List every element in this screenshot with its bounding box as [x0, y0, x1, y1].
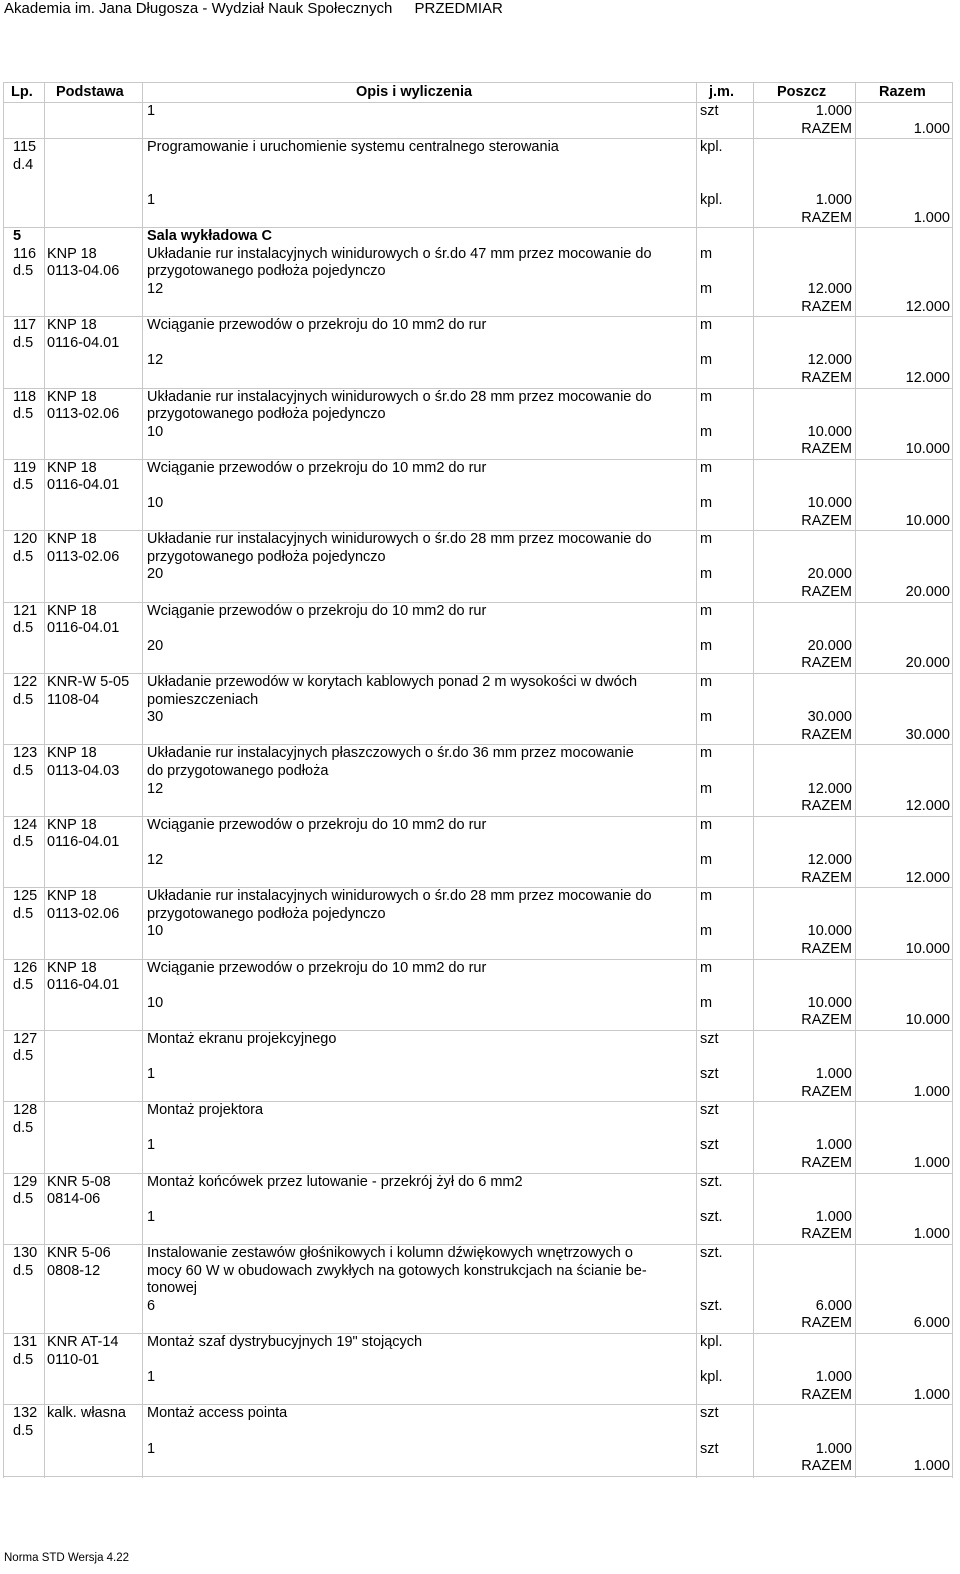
item-line: [3, 817, 953, 835]
item-unit: m: [700, 816, 713, 833]
qty-expression: 30: [147, 709, 164, 726]
item-line: [3, 246, 953, 264]
item-chapter: d.5: [13, 620, 34, 637]
qty-expression: 10: [147, 423, 164, 440]
item-line: [3, 1120, 953, 1138]
item-razem-row: [3, 1226, 953, 1245]
item-unit: m: [700, 459, 713, 476]
poszcz-value: 30.000: [807, 709, 852, 726]
item-qty-row: [3, 1369, 953, 1387]
qty-unit: kpl.: [700, 1369, 723, 1386]
item-number: 127: [13, 1030, 38, 1047]
qty-expression: 6: [147, 1297, 156, 1314]
item-razem-row: [3, 798, 953, 817]
qty-unit: m: [700, 280, 713, 297]
col-jm: j.m.: [709, 84, 734, 100]
item-number: 125: [13, 888, 38, 905]
item-line: [3, 745, 953, 763]
item-description: Układanie rur instalacyjnych płaszczowych o śr.do 36 mm przez mocowanie: [147, 745, 634, 762]
qty-unit: szt: [700, 1066, 719, 1083]
item-unit: m: [700, 888, 713, 905]
item-qty-row: [3, 923, 953, 941]
qty-unit: m: [700, 637, 713, 654]
item-basis-code: KNR AT-14: [47, 1333, 119, 1350]
item-number: 122: [13, 674, 38, 690]
item-unit: kpl.: [700, 1333, 723, 1350]
col-podstawa: Podstawa: [56, 84, 124, 100]
item-description: przygotowanego podłoża pojedynczo: [147, 548, 386, 565]
razem-value: 1.000: [913, 1226, 950, 1243]
item-number: 115: [13, 139, 37, 156]
item-description: Układanie rur instalacyjnych winidurowych o śr.do 28 mm przez mocowanie do: [147, 888, 652, 905]
carry-qty-row: [3, 103, 953, 121]
poszcz-value: 1.000: [815, 1137, 852, 1154]
item-unit: szt.: [700, 1245, 723, 1261]
item-description: Układanie przewodów w korytach kablowych ponad 2 m wysokości w dwóch: [147, 674, 638, 690]
item-unit: szt: [700, 1405, 719, 1422]
item-description: Wciąganie przewodów o przekroju do 10 mm2 do rur: [147, 317, 487, 334]
item-line: [3, 1334, 953, 1352]
item-razem-row: [3, 870, 953, 889]
item-razem-row: [3, 1387, 953, 1406]
item-line: [3, 549, 953, 567]
item-number: 118: [13, 388, 37, 405]
col-razem: Razem: [879, 84, 926, 100]
item-basis-code: KNP 18: [47, 388, 97, 405]
razem-value: 1.000: [913, 1083, 950, 1100]
qty-unit: szt: [700, 1440, 719, 1457]
item-unit: m: [700, 388, 713, 405]
item-line: [3, 977, 953, 995]
qty-unit: szt.: [700, 1208, 723, 1225]
razem-label: RAZEM: [801, 209, 852, 226]
qty-unit: m: [700, 994, 713, 1011]
item-qty-row: [3, 281, 953, 299]
item-line: [3, 1245, 953, 1263]
item-line: [3, 692, 953, 710]
item-chapter: d.5: [13, 691, 34, 708]
item-number: 119: [13, 459, 37, 476]
item-number: 121: [13, 602, 38, 619]
razem-label: RAZEM: [801, 1155, 852, 1172]
item-razem-row: [3, 210, 953, 229]
item-description: przygotowanego podłoża pojedynczo: [147, 905, 386, 922]
item-unit: szt: [700, 1030, 719, 1047]
item-number: 120: [13, 531, 38, 548]
item-chapter: d.5: [13, 477, 34, 494]
razem-label: RAZEM: [801, 798, 852, 815]
qty-unit: szt: [700, 1137, 719, 1154]
section-row: [3, 228, 953, 246]
item-basis-code: KNP 18: [47, 245, 97, 262]
item-line: [3, 139, 953, 157]
item-razem-row: [3, 513, 953, 532]
col-lp: Lp.: [11, 84, 33, 100]
item-unit: kpl.: [700, 139, 723, 156]
item-chapter: d.5: [13, 905, 34, 922]
poszcz-value: 12.000: [807, 280, 852, 297]
qty-expression: 12: [147, 352, 164, 369]
razem-value: 1.000: [913, 1155, 950, 1172]
poszcz-value: 1.000: [815, 1369, 852, 1386]
item-basis-code: KNP 18: [47, 959, 97, 976]
item-number: 116: [13, 245, 37, 262]
item-chapter: d.5: [13, 263, 34, 280]
item-qty-row: [3, 495, 953, 513]
item-description: Wciąganie przewodów o przekroju do 10 mm2 do rur: [147, 816, 487, 833]
qty-unit: m: [700, 495, 713, 512]
razem-value: 10.000: [905, 1012, 950, 1029]
item-line: [3, 1423, 953, 1441]
razem-value: 1.000: [913, 120, 950, 137]
item-basis-table: 1108-04: [47, 691, 100, 708]
item-description: Układanie rur instalacyjnych winidurowych o śr.do 28 mm przez mocowanie do: [147, 531, 652, 548]
item-basis-code: KNP 18: [47, 602, 97, 619]
col-poszcz: Poszcz: [777, 84, 827, 100]
poszcz-value: 10.000: [807, 994, 852, 1011]
razem-label: RAZEM: [801, 369, 852, 386]
item-number: 129: [13, 1173, 38, 1190]
item-unit: szt.: [700, 1173, 723, 1190]
razem-label: RAZEM: [801, 726, 852, 743]
item-description: Montaż projektora: [147, 1102, 264, 1119]
item-line: [3, 603, 953, 621]
item-description: mocy 60 W w obudowach zwykłych na gotowych konstrukcjach na ścianie be-: [147, 1262, 647, 1279]
razem-value: 20.000: [905, 655, 950, 672]
item-description: Układanie rur instalacyjnych winidurowych o śr.do 28 mm przez mocowanie do: [147, 388, 652, 405]
qty-expression: 1: [147, 1369, 156, 1386]
poszcz-value: 20.000: [807, 637, 852, 654]
item-chapter: d.5: [13, 1351, 34, 1368]
item-qty-row: [3, 424, 953, 442]
item-razem-row: [3, 655, 953, 674]
item-number: 131: [13, 1333, 38, 1350]
item-basis-code: KNR-W 5-05: [47, 674, 130, 690]
item-unit: m: [700, 674, 713, 690]
item-line: [3, 1280, 953, 1298]
qty-unit: szt.: [700, 1297, 723, 1314]
item-qty-row: [3, 638, 953, 656]
item-qty-row: [3, 709, 953, 727]
item-chapter: d.5: [13, 834, 34, 851]
item-chapter: d.5: [13, 334, 34, 351]
qty-expression: 10: [147, 923, 164, 940]
item-description: przygotowanego podłoża pojedynczo: [147, 263, 386, 280]
section-title: Sala wykładowa C: [147, 228, 272, 245]
razem-label: RAZEM: [801, 940, 852, 957]
item-razem-row: [3, 299, 953, 318]
item-basis-table: 0113-04.03: [47, 762, 120, 779]
qty-expression: 1: [147, 1440, 156, 1457]
item-line: [3, 317, 953, 335]
item-basis-code: KNP 18: [47, 531, 97, 548]
poszcz-value: 12.000: [807, 780, 852, 797]
item-line: [3, 263, 953, 281]
section-number: 5: [13, 228, 22, 245]
razem-label: RAZEM: [801, 1012, 852, 1029]
item-line: [3, 389, 953, 407]
qty-unit: m: [700, 709, 713, 726]
item-chapter: d.5: [13, 1048, 34, 1065]
item-qty-row: [3, 352, 953, 370]
item-line: [3, 763, 953, 781]
poszcz-value: 1.000: [815, 1066, 852, 1083]
item-unit: m: [700, 959, 713, 976]
item-chapter: d.5: [13, 1262, 34, 1279]
razem-value: 12.000: [905, 298, 950, 315]
poszcz-value: 10.000: [807, 495, 852, 512]
estimate-table: [3, 82, 953, 1477]
razem-label: RAZEM: [801, 584, 852, 601]
item-basis-table: 0814-06: [47, 1191, 101, 1208]
qty-unit: szt: [700, 103, 719, 119]
razem-value: 6.000: [913, 1315, 950, 1332]
razem-label: RAZEM: [801, 1083, 852, 1100]
item-unit: m: [700, 745, 713, 762]
razem-label: RAZEM: [801, 1226, 852, 1243]
item-basis-code: KNR 5-06: [47, 1245, 111, 1261]
header-school: Akademia im. Jana Długosza - Wydział Nauk Społecznych: [4, 0, 393, 17]
item-basis-table: 0113-02.06: [47, 548, 120, 565]
item-number: 130: [13, 1245, 38, 1261]
qty-expression: 1: [147, 1066, 156, 1083]
razem-value: 10.000: [905, 512, 950, 529]
item-qty-row: [3, 1137, 953, 1155]
item-razem-row: [3, 941, 953, 960]
item-description: Instalowanie zestawów głośnikowych i kolumn dźwiękowych wnętrzowych o: [147, 1245, 633, 1261]
item-description: Montaż access pointa: [147, 1405, 288, 1422]
qty-expression: 20: [147, 637, 164, 654]
item-unit: m: [700, 602, 713, 619]
item-basis-code: kalk. własna: [47, 1405, 126, 1422]
item-unit: szt: [700, 1102, 719, 1119]
razem-value: 1.000: [913, 209, 950, 226]
item-razem-row: [3, 584, 953, 603]
item-line: [3, 960, 953, 978]
item-line: [3, 1048, 953, 1066]
item-qty-row: [3, 995, 953, 1013]
razem-value: 12.000: [905, 369, 950, 386]
header-doc-title: PRZEDMIAR: [414, 0, 503, 17]
item-line: [3, 888, 953, 906]
item-basis-table: 0113-02.06: [47, 905, 120, 922]
item-basis-table: 0116-04.01: [47, 977, 120, 994]
col-opis: Opis i wyliczenia: [356, 84, 473, 100]
item-qty-row: [3, 1209, 953, 1227]
poszcz-value: 10.000: [807, 923, 852, 940]
qty-unit: m: [700, 566, 713, 583]
razem-label: RAZEM: [801, 120, 852, 137]
item-basis-table: 0110-01: [47, 1351, 100, 1368]
qty-expression: 10: [147, 994, 164, 1011]
item-razem-row: [3, 441, 953, 460]
item-line: [3, 1031, 953, 1049]
item-razem-row: [3, 1458, 953, 1477]
item-line: [3, 620, 953, 638]
razem-label: RAZEM: [801, 441, 852, 458]
item-number: 132: [13, 1405, 38, 1422]
item-basis-table: 0116-04.01: [47, 620, 120, 637]
item-qty-row: [3, 852, 953, 870]
qty-unit: m: [700, 923, 713, 940]
item-razem-row: [3, 1012, 953, 1031]
item-basis-table: 0113-04.06: [47, 263, 120, 280]
carry-razem-row: [3, 121, 953, 140]
item-description: przygotowanego podłoża pojedynczo: [147, 406, 386, 423]
poszcz-value: 12.000: [807, 851, 852, 868]
razem-label: RAZEM: [801, 869, 852, 886]
item-number: 126: [13, 959, 38, 976]
item-number: 124: [13, 816, 38, 833]
item-line: [3, 477, 953, 495]
item-description: tonowej: [147, 1280, 197, 1297]
page-header: [4, 0, 521, 18]
item-unit: m: [700, 531, 713, 548]
item-basis-code: KNR 5-08: [47, 1173, 111, 1190]
item-basis-table: 0808-12: [47, 1262, 101, 1279]
item-basis-table: 0116-04.01: [47, 334, 120, 351]
poszcz-value: 1.000: [815, 1208, 852, 1225]
item-list: [3, 139, 953, 1477]
poszcz-value: 1.000: [815, 103, 852, 119]
qty-expression: 1: [147, 191, 156, 208]
qty-expression: 1: [147, 103, 156, 119]
item-description: Układanie rur instalacyjnych winidurowych o śr.do 47 mm przez mocowanie do: [147, 245, 652, 262]
item-basis-table: 0113-02.06: [47, 406, 120, 423]
qty-expression: 12: [147, 280, 164, 297]
item-qty-row: [3, 1298, 953, 1316]
qty-unit: kpl.: [700, 191, 723, 208]
qty-unit: m: [700, 780, 713, 797]
item-basis-code: KNP 18: [47, 816, 97, 833]
qty-unit: m: [700, 352, 713, 369]
item-qty-row: [3, 566, 953, 584]
item-line: [3, 1263, 953, 1281]
item-unit: m: [700, 317, 713, 334]
item-qty-row: [3, 1066, 953, 1084]
item-description: Montaż ekranu projekcyjnego: [147, 1030, 337, 1047]
poszcz-value: 12.000: [807, 352, 852, 369]
item-basis-code: KNP 18: [47, 459, 97, 476]
item-number: 123: [13, 745, 38, 762]
item-line: [3, 335, 953, 353]
item-basis-code: KNP 18: [47, 888, 97, 905]
qty-unit: m: [700, 851, 713, 868]
qty-expression: 10: [147, 495, 164, 512]
poszcz-value: 1.000: [815, 1440, 852, 1457]
item-description: pomieszczeniach: [147, 691, 259, 708]
item-razem-row: [3, 727, 953, 746]
item-razem-row: [3, 370, 953, 389]
item-line: [3, 157, 953, 175]
item-line: [3, 674, 953, 692]
razem-label: RAZEM: [801, 298, 852, 315]
qty-expression: 20: [147, 566, 164, 583]
spacer-row: [3, 174, 953, 192]
poszcz-value: 10.000: [807, 423, 852, 440]
item-chapter: d.4: [13, 156, 34, 173]
razem-value: 10.000: [905, 441, 950, 458]
qty-unit: m: [700, 423, 713, 440]
item-unit: m: [700, 245, 713, 262]
item-line: [3, 906, 953, 924]
item-line: [3, 1191, 953, 1209]
poszcz-value: 1.000: [815, 191, 852, 208]
item-line: [3, 1352, 953, 1370]
item-chapter: d.5: [13, 762, 34, 779]
razem-value: 10.000: [905, 940, 950, 957]
item-line: [3, 834, 953, 852]
qty-expression: 1: [147, 1208, 156, 1225]
item-qty-row: [3, 1441, 953, 1459]
item-chapter: d.5: [13, 1191, 34, 1208]
razem-label: RAZEM: [801, 1458, 852, 1475]
item-description: do przygotowanego podłoża: [147, 762, 329, 779]
item-razem-row: [3, 1315, 953, 1334]
razem-value: 1.000: [913, 1458, 950, 1475]
item-description: Wciąganie przewodów o przekroju do 10 mm2 do rur: [147, 459, 487, 476]
item-razem-row: [3, 1084, 953, 1103]
item-number: 128: [13, 1102, 38, 1119]
item-qty-row: [3, 781, 953, 799]
item-description: Wciąganie przewodów o przekroju do 10 mm2 do rur: [147, 602, 487, 619]
item-description: Montaż szaf dystrybucyjnych 19" stojących: [147, 1333, 423, 1350]
item-basis-code: KNP 18: [47, 745, 97, 762]
poszcz-value: 6.000: [815, 1297, 852, 1314]
razem-value: 20.000: [905, 584, 950, 601]
page-footer: Norma STD Wersja 4.22: [4, 1552, 130, 1564]
qty-expression: 12: [147, 851, 164, 868]
item-number: 117: [13, 317, 37, 334]
item-basis-code: KNP 18: [47, 317, 97, 334]
razem-label: RAZEM: [801, 1315, 852, 1332]
item-line: [3, 460, 953, 478]
item-line: [3, 1405, 953, 1423]
razem-label: RAZEM: [801, 512, 852, 529]
item-qty-row: [3, 192, 953, 210]
item-description: Wciąganie przewodów o przekroju do 10 mm2 do rur: [147, 959, 487, 976]
qty-expression: 12: [147, 780, 164, 797]
item-chapter: d.5: [13, 1422, 34, 1439]
item-basis-table: 0116-04.01: [47, 834, 120, 851]
item-chapter: d.5: [13, 406, 34, 423]
item-description: Programowanie i uruchomienie systemu centralnego sterowania: [147, 139, 559, 156]
razem-label: RAZEM: [801, 655, 852, 672]
item-line: [3, 531, 953, 549]
item-chapter: d.5: [13, 977, 34, 994]
item-line: [3, 1174, 953, 1192]
item-line: [3, 1102, 953, 1120]
item-line: [3, 406, 953, 424]
item-basis-table: 0116-04.01: [47, 477, 120, 494]
razem-value: 12.000: [905, 798, 950, 815]
razem-value: 1.000: [913, 1386, 950, 1403]
item-razem-row: [3, 1155, 953, 1174]
razem-value: 30.000: [905, 726, 950, 743]
razem-label: RAZEM: [801, 1386, 852, 1403]
razem-value: 12.000: [905, 869, 950, 886]
table-header: [3, 83, 953, 103]
qty-expression: 1: [147, 1137, 156, 1154]
poszcz-value: 20.000: [807, 566, 852, 583]
item-description: Montaż końcówek przez lutowanie - przekrój żył do 6 mm2: [147, 1173, 523, 1190]
item-chapter: d.5: [13, 1119, 34, 1136]
item-chapter: d.5: [13, 548, 34, 565]
